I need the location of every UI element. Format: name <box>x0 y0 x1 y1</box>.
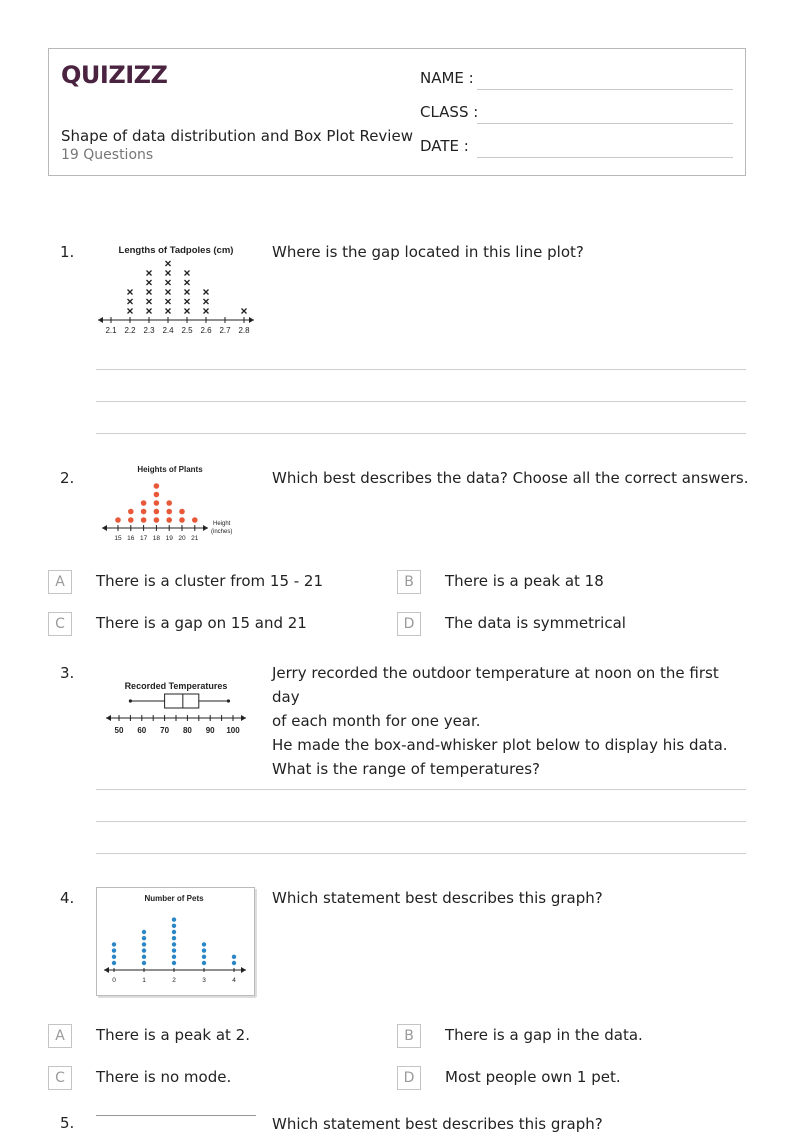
data-dot <box>179 509 185 515</box>
question-number: 2. <box>60 469 75 487</box>
tick-label: 21 <box>191 535 199 542</box>
plot-title: Lengths of Tadpoles (cm) <box>118 245 234 256</box>
data-dot <box>112 942 116 946</box>
data-dot <box>154 509 160 515</box>
data-dot <box>141 517 147 523</box>
data-dot <box>202 942 206 946</box>
option-a-text[interactable]: There is a cluster from 15 - 21 <box>96 572 324 590</box>
tick-label: 16 <box>127 535 135 542</box>
data-dot <box>172 924 176 928</box>
data-dot <box>202 961 206 965</box>
data-dot <box>154 517 160 523</box>
data-dot <box>166 509 172 515</box>
option-c-text[interactable]: There is no mode. <box>96 1068 232 1086</box>
data-dot <box>202 955 206 959</box>
data-dot <box>154 483 160 489</box>
x-mark <box>185 280 190 285</box>
axis-label: (inches) <box>211 529 233 535</box>
tick-label: 3 <box>202 977 206 984</box>
plot-title: Number of Pets <box>144 894 204 903</box>
worksheet-header <box>48 48 746 176</box>
tick-label: 2 <box>172 977 176 984</box>
axis-arrow-left <box>102 525 107 531</box>
axis-arrow-left <box>98 317 103 323</box>
plot-title: Heights of Plants <box>137 465 203 474</box>
question-text: Which best describes the data? Choose all the correct answers. <box>272 469 749 487</box>
axis-label: Height <box>213 521 231 527</box>
whisker-min-point <box>129 699 132 702</box>
option-b-text[interactable]: There is a peak at 18 <box>445 572 604 590</box>
option-b-letter[interactable]: B <box>397 1024 421 1048</box>
data-dot <box>142 930 146 934</box>
data-dot <box>172 961 176 965</box>
tick-label: 2.5 <box>181 326 193 335</box>
x-mark <box>185 290 190 295</box>
question-number: 1. <box>60 243 75 261</box>
data-dot <box>141 509 147 515</box>
data-dot <box>112 961 116 965</box>
question-number: 5. <box>60 1114 75 1132</box>
tick-label: 2.7 <box>219 326 231 335</box>
axis-arrow-right <box>203 525 208 531</box>
plot-title: Recorded Temperatures <box>124 681 228 691</box>
data-dot <box>179 517 185 523</box>
data-dot <box>232 955 236 959</box>
x-mark <box>242 309 247 314</box>
data-dot <box>128 517 134 523</box>
question-number: 4. <box>60 889 75 907</box>
option-d-text[interactable]: The data is symmetrical <box>445 614 626 632</box>
box <box>165 694 199 708</box>
tick-label: 2.8 <box>238 326 250 335</box>
data-dot <box>112 955 116 959</box>
tick-label: 70 <box>160 726 170 735</box>
date-label: DATE : <box>420 137 469 155</box>
x-mark <box>147 299 152 304</box>
tick-label: 2.3 <box>143 326 155 335</box>
option-d-text[interactable]: Most people own 1 pet. <box>445 1068 621 1086</box>
x-mark <box>166 261 171 266</box>
data-dot <box>172 930 176 934</box>
answer-line[interactable] <box>96 369 746 370</box>
tick-label: 20 <box>178 535 186 542</box>
option-b-letter[interactable]: B <box>397 570 421 594</box>
x-mark <box>204 309 209 314</box>
data-dot <box>172 942 176 946</box>
x-mark <box>147 290 152 295</box>
data-dot <box>172 917 176 921</box>
data-dot <box>166 517 172 523</box>
question-text-line: Jerry recorded the outdoor temperature at noon on the first day <box>272 664 719 706</box>
tick-label: 0 <box>112 977 116 984</box>
data-dot <box>142 942 146 946</box>
data-dot <box>115 517 121 523</box>
plant-heights-dot-plot <box>96 462 246 548</box>
data-dot <box>192 517 198 523</box>
data-dot <box>202 948 206 952</box>
x-mark <box>204 290 209 295</box>
worksheet-title: Shape of data distribution and Box Plot Review <box>61 127 413 145</box>
tick-label: 2.4 <box>162 326 174 335</box>
option-c-text[interactable]: There is a gap on 15 and 21 <box>96 614 307 632</box>
tick-label: 17 <box>139 535 148 542</box>
tick-label: 2.2 <box>124 326 136 335</box>
tick-label: 19 <box>165 535 173 542</box>
data-dot <box>141 500 147 506</box>
class-field[interactable] <box>477 123 733 124</box>
figure-frame-top <box>96 1115 256 1116</box>
axis-arrow-right <box>241 715 246 721</box>
tick-label: 50 <box>114 726 124 735</box>
question-text: Where is the gap located in this line plot? <box>272 243 584 261</box>
tick-label: 2.6 <box>200 326 212 335</box>
x-mark <box>185 271 190 276</box>
data-dot <box>142 955 146 959</box>
answer-line[interactable] <box>96 853 746 854</box>
question-count: 19 Questions <box>61 147 154 163</box>
x-mark <box>166 290 171 295</box>
x-mark <box>147 271 152 276</box>
class-label: CLASS : <box>420 103 479 121</box>
option-b-text[interactable]: There is a gap in the data. <box>445 1026 643 1044</box>
whisker-max-point <box>227 699 230 702</box>
option-c-letter[interactable]: C <box>48 1066 72 1090</box>
x-mark <box>128 290 133 295</box>
answer-line[interactable] <box>96 433 746 434</box>
tick-label: 4 <box>232 977 236 984</box>
question-text-line: What is the range of temperatures? <box>272 760 540 778</box>
name-label: NAME : <box>420 69 474 87</box>
option-a-letter[interactable]: A <box>48 570 72 594</box>
x-mark <box>166 309 171 314</box>
option-d-letter[interactable]: D <box>397 1066 421 1090</box>
answer-line[interactable] <box>96 401 746 402</box>
tick-label: 15 <box>114 535 122 542</box>
data-dot <box>154 500 160 506</box>
question-text-line: of each month for one year. <box>272 712 481 730</box>
data-dot <box>142 961 146 965</box>
tadpole-line-plot <box>96 240 258 340</box>
data-dot <box>172 955 176 959</box>
option-a-text[interactable]: There is a peak at 2. <box>96 1026 250 1044</box>
data-dot <box>172 936 176 940</box>
data-dot <box>166 500 172 506</box>
x-mark <box>128 309 133 314</box>
data-dot <box>142 936 146 940</box>
axis-arrow-left <box>106 715 111 721</box>
x-mark <box>166 271 171 276</box>
tick-label: 90 <box>205 726 215 735</box>
question-text-line: He made the box-and-whisker plot below to display his data. <box>272 736 728 754</box>
axis-arrow-right <box>249 317 254 323</box>
tick-label: 2.1 <box>105 326 117 335</box>
x-mark <box>185 299 190 304</box>
option-d-letter[interactable]: D <box>397 612 421 636</box>
question-number: 3. <box>60 664 75 682</box>
x-mark <box>147 309 152 314</box>
data-dot <box>142 948 146 952</box>
question-text: Which statement best describes this graph? <box>272 889 603 907</box>
tick-label: 80 <box>182 726 192 735</box>
tick-label: 18 <box>152 535 161 542</box>
tick-label: 1 <box>142 977 146 984</box>
x-mark <box>166 299 171 304</box>
question-text <box>272 661 750 781</box>
data-dot <box>154 492 160 498</box>
x-mark <box>185 309 190 314</box>
answer-line[interactable] <box>96 789 746 790</box>
date-field[interactable] <box>477 157 733 158</box>
temperature-box-plot <box>100 676 250 742</box>
x-mark <box>204 299 209 304</box>
x-mark <box>128 299 133 304</box>
tick-label: 100 <box>226 726 240 735</box>
pets-dot-plot <box>96 887 258 999</box>
name-field[interactable] <box>477 89 733 90</box>
quizizz-logo: QUIZIZZ <box>61 61 168 89</box>
option-a-letter[interactable]: A <box>48 1024 72 1048</box>
data-dot <box>232 961 236 965</box>
data-dot <box>112 948 116 952</box>
data-dot <box>128 509 134 515</box>
question-text: Which statement best describes this graph? <box>272 1115 603 1133</box>
answer-line[interactable] <box>96 821 746 822</box>
x-mark <box>166 280 171 285</box>
x-mark <box>147 280 152 285</box>
data-dot <box>172 948 176 952</box>
option-c-letter[interactable]: C <box>48 612 72 636</box>
tick-label: 60 <box>137 726 147 735</box>
